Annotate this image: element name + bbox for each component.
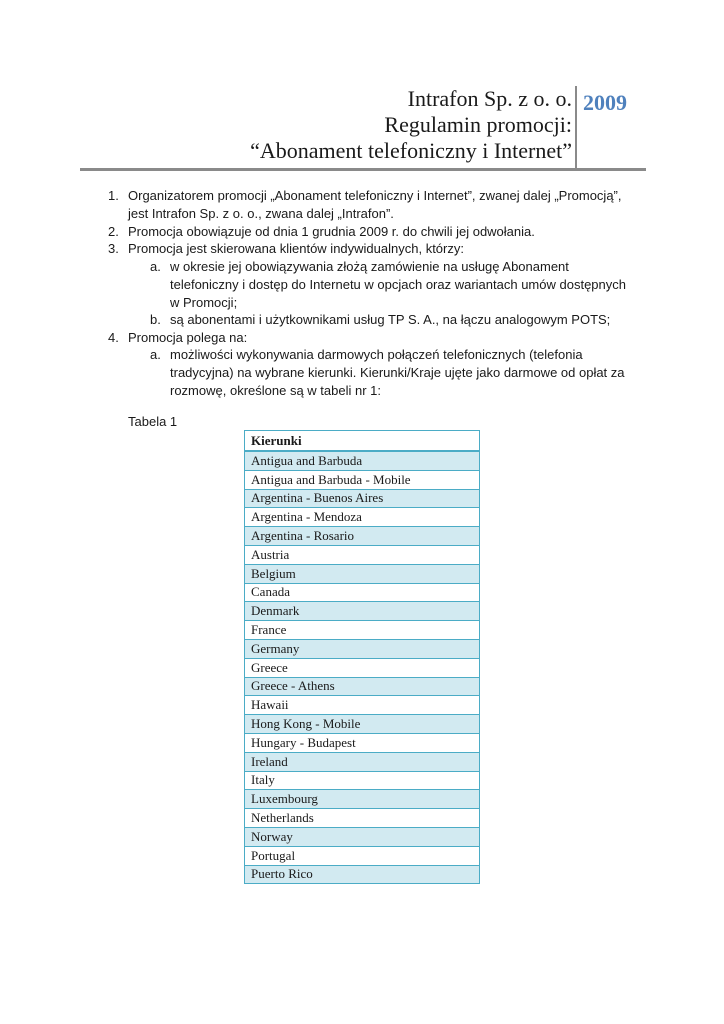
direction-cell: Hong Kong - Mobile [245, 715, 480, 734]
direction-cell: Italy [245, 771, 480, 790]
list-number: 2. [108, 224, 119, 239]
table-row [245, 621, 480, 640]
table-row [245, 583, 480, 602]
list-number: 3. [108, 241, 119, 256]
table-row [245, 846, 480, 865]
direction-cell: Netherlands [245, 809, 480, 828]
table-row [245, 451, 480, 470]
sublist-item-text: możliwości wykonywania darmowych połączeń telefonicznych (telefonia [170, 347, 583, 362]
list-item-text: Promocja obowiązuje od dnia 1 grudnia 2009 r. do chwili jej odwołania. [128, 224, 535, 239]
table-row [245, 696, 480, 715]
direction-cell: Belgium [245, 564, 480, 583]
direction-cell: Antigua and Barbuda - Mobile [245, 470, 480, 489]
table-row [245, 527, 480, 546]
table-row [245, 733, 480, 752]
year-label: 2009 [583, 90, 627, 115]
table-row [245, 827, 480, 846]
document-header [0, 86, 724, 170]
direction-cell: Canada [245, 583, 480, 602]
direction-cell: Luxembourg [245, 790, 480, 809]
header-vertical-divider [575, 86, 577, 170]
table-row [245, 564, 480, 583]
table-row [245, 715, 480, 734]
sublist-letter: a. [150, 259, 161, 274]
sublist-letter: b. [150, 312, 161, 327]
direction-cell: Portugal [245, 846, 480, 865]
company-name: Intrafon Sp. z o. o. [407, 86, 572, 111]
directions-table [244, 430, 480, 884]
list-item-text: jest Intrafon Sp. z o. o., zwana dalej „Intrafon”. [128, 206, 394, 221]
sublist-item-text: w okresie jej obowiązywania złożą zamówienie na usługę Abonament [170, 259, 569, 274]
table-header-row [245, 431, 480, 452]
direction-cell: Argentina - Buenos Aires [245, 489, 480, 508]
table-row [245, 790, 480, 809]
document-title: Regulamin promocji: [384, 112, 572, 137]
table-row [245, 752, 480, 771]
table-row [245, 658, 480, 677]
column-header-kierunki: Kierunki [245, 431, 480, 452]
direction-cell: Hawaii [245, 696, 480, 715]
list-item-text: Organizatorem promocji „Abonament telefoniczny i Internet”, zwanej dalej „Promocją”, [128, 188, 622, 203]
table-row [245, 470, 480, 489]
table-row [245, 545, 480, 564]
table-row [245, 602, 480, 621]
direction-cell: France [245, 621, 480, 640]
promotion-name: “Abonament telefoniczny i Internet” [250, 138, 572, 163]
sublist-item-text: rozmowę, określone są w tabeli nr 1: [170, 383, 381, 398]
list-item-text: Promocja jest skierowana klientów indywidualnych, którzy: [128, 241, 464, 256]
direction-cell: Denmark [245, 602, 480, 621]
direction-cell: Argentina - Rosario [245, 527, 480, 546]
title-block [92, 86, 572, 164]
list-number: 4. [108, 330, 119, 345]
table-row [245, 489, 480, 508]
direction-cell: Hungary - Budapest [245, 733, 480, 752]
direction-cell: Austria [245, 545, 480, 564]
table-row [245, 677, 480, 696]
direction-cell: Greece [245, 658, 480, 677]
sublist-item-text: w Promocji; [170, 295, 238, 310]
table-row [245, 508, 480, 527]
table-row [245, 771, 480, 790]
list-number: 1. [108, 188, 119, 203]
table-row [245, 809, 480, 828]
direction-cell: Puerto Rico [245, 865, 480, 884]
table-body [245, 451, 480, 884]
sublist-item-text: tradycyjna) na wybrane kierunki. Kierunki/Kraje ujęte jako darmowe od opłat za [170, 365, 625, 380]
sublist-item-text: są abonentami i użytkownikami usług TP S. A., na łączu analogowym POTS; [170, 312, 611, 327]
direction-cell: Argentina - Mendoza [245, 508, 480, 527]
direction-cell: Antigua and Barbuda [245, 451, 480, 470]
direction-cell: Norway [245, 827, 480, 846]
direction-cell: Ireland [245, 752, 480, 771]
sublist-item-text: telefoniczny i dostęp do Internetu w opcjach oraz wariantach umów dostępnych [170, 277, 626, 292]
table-row [245, 865, 480, 884]
list-item-text: Promocja polega na: [128, 330, 248, 345]
direction-cell: Greece - Athens [245, 677, 480, 696]
header-horizontal-divider [80, 168, 646, 171]
direction-cell: Germany [245, 639, 480, 658]
sublist-letter: a. [150, 347, 161, 362]
table-row [245, 639, 480, 658]
table-caption: Tabela 1 [128, 414, 178, 429]
